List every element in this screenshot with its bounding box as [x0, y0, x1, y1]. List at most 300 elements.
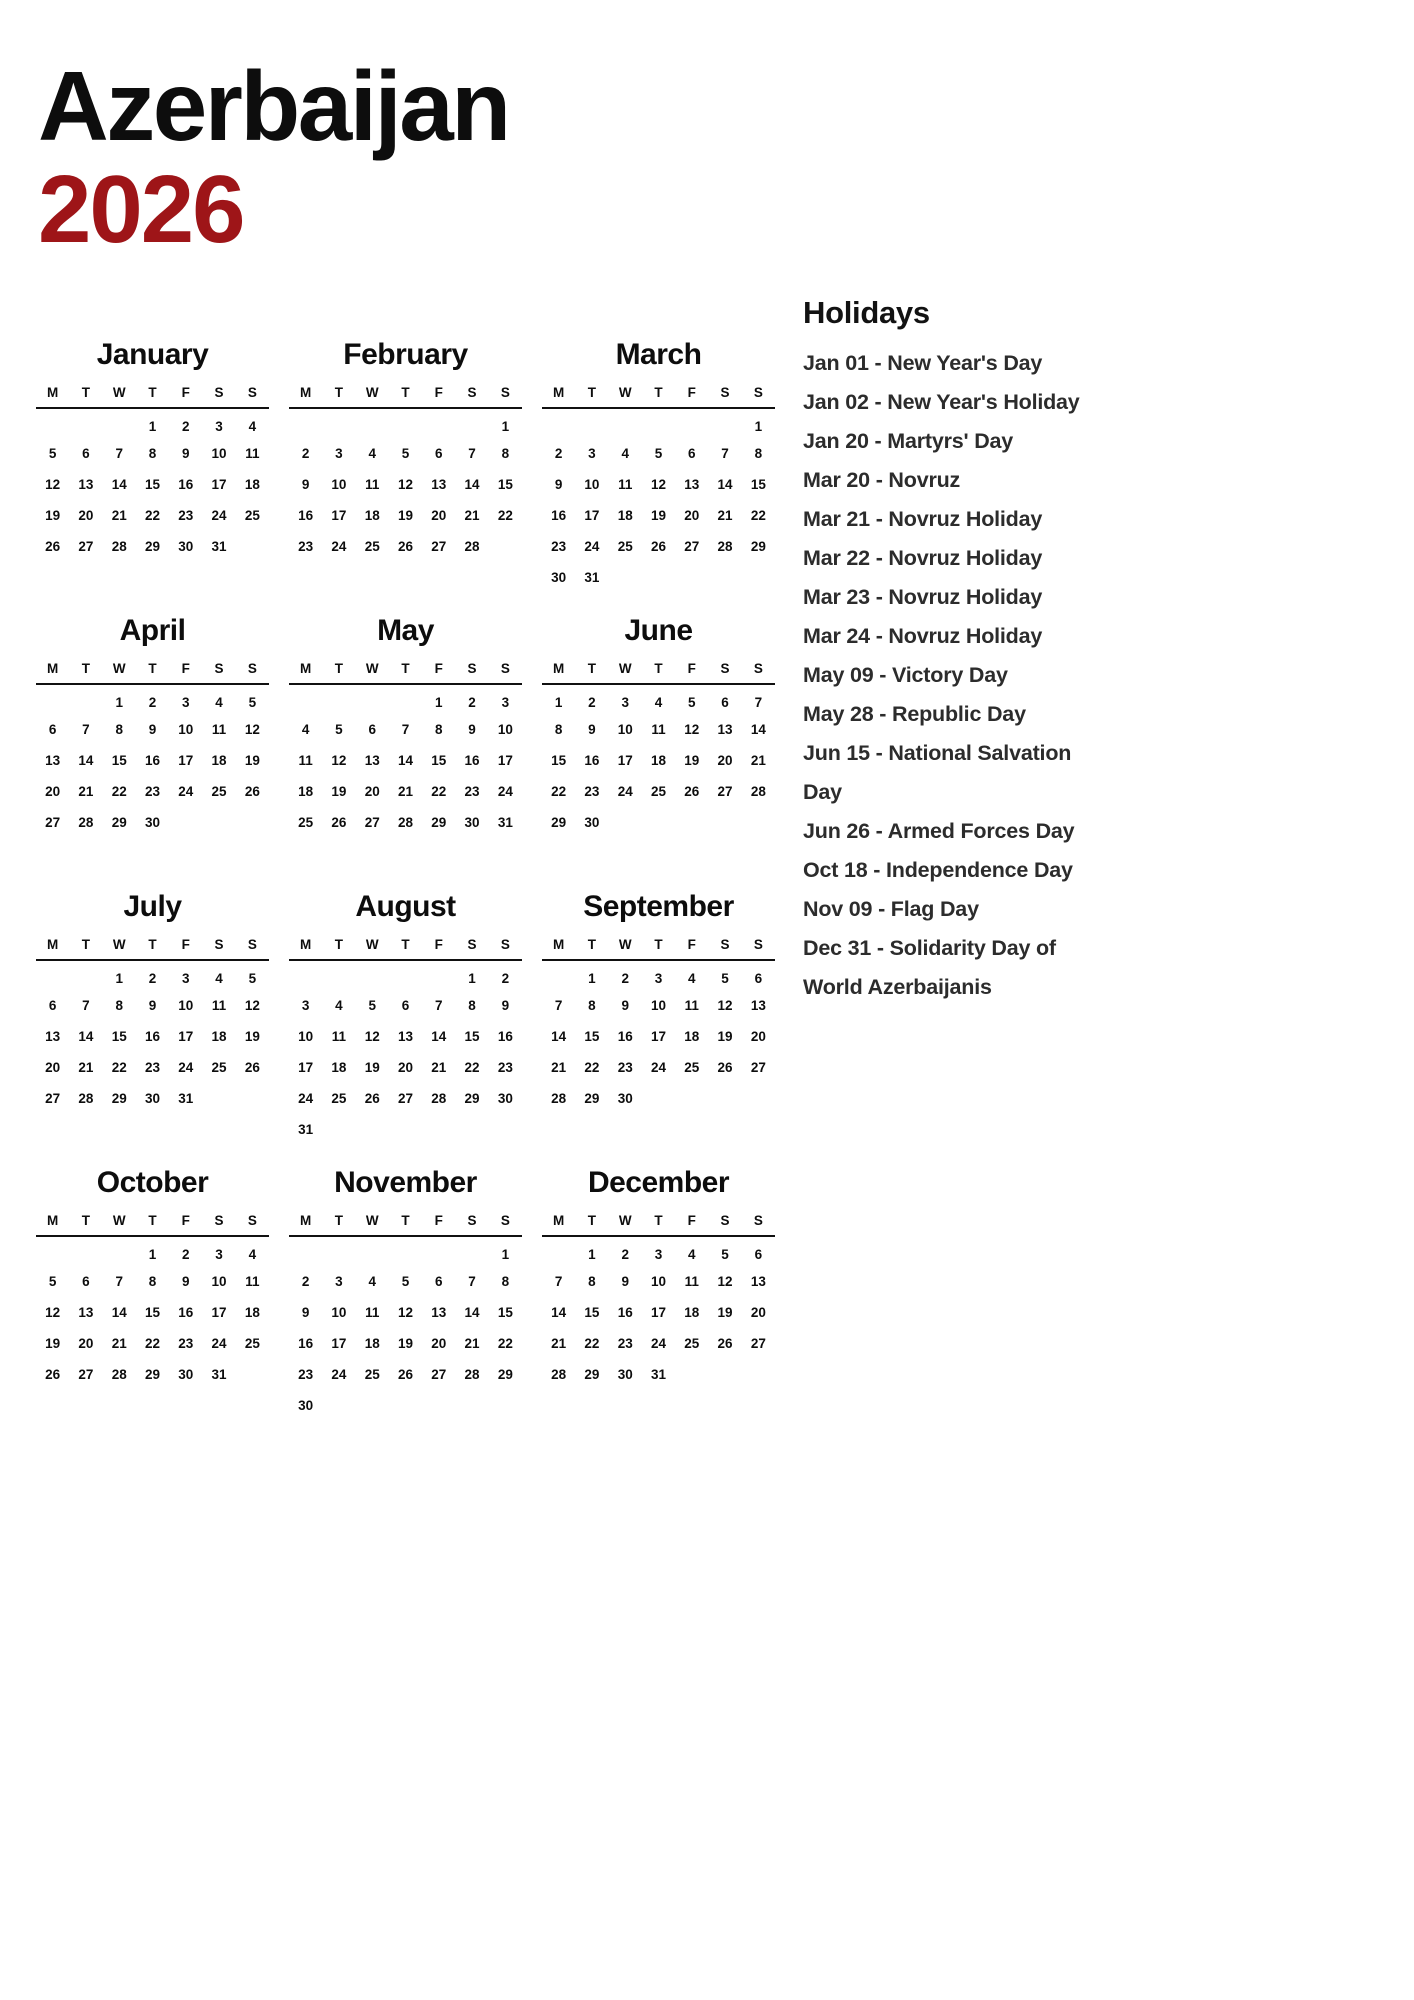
day-cell[interactable]: 21: [78, 784, 94, 800]
day-cell[interactable]: 13: [397, 1029, 413, 1045]
day-cell[interactable]: 25: [244, 1336, 260, 1352]
day-cell[interactable]: 19: [717, 1305, 733, 1321]
day-cell[interactable]: 23: [464, 784, 480, 800]
day-cell[interactable]: 8: [115, 722, 123, 738]
day-cell[interactable]: 21: [111, 1336, 127, 1352]
day-cell[interactable]: 1: [468, 970, 476, 986]
day-cell[interactable]: 28: [111, 539, 127, 555]
day-cell[interactable]: 14: [431, 1029, 447, 1045]
day-cell[interactable]: 19: [717, 1029, 733, 1045]
day-cell[interactable]: 27: [45, 815, 61, 831]
day-cell[interactable]: 29: [750, 539, 766, 555]
day-cell[interactable]: 18: [298, 784, 314, 800]
day-cell[interactable]: 1: [435, 694, 443, 710]
day-cell[interactable]: 24: [178, 784, 194, 800]
day-cell[interactable]: 25: [298, 815, 314, 831]
day-cell[interactable]: 29: [551, 815, 567, 831]
day-cell[interactable]: 17: [178, 1029, 194, 1045]
day-cell[interactable]: 28: [750, 784, 766, 800]
day-cell[interactable]: 8: [435, 722, 443, 738]
day-cell[interactable]: 28: [397, 815, 413, 831]
day-cell[interactable]: 1: [148, 418, 157, 434]
day-cell[interactable]: 3: [654, 970, 663, 986]
day-cell[interactable]: 2: [148, 694, 157, 710]
day-cell[interactable]: 16: [584, 753, 600, 769]
day-cell[interactable]: 15: [551, 753, 567, 769]
day-cell[interactable]: 7: [468, 1274, 476, 1290]
day-cell[interactable]: 31: [650, 1367, 666, 1383]
day-cell[interactable]: 17: [650, 1305, 666, 1321]
day-cell[interactable]: 3: [182, 694, 190, 710]
day-cell[interactable]: 19: [684, 753, 700, 769]
day-cell[interactable]: 15: [497, 1305, 513, 1321]
day-cell[interactable]: 27: [397, 1091, 413, 1107]
day-cell[interactable]: 16: [617, 1029, 633, 1045]
day-cell[interactable]: 30: [144, 1091, 160, 1107]
day-cell[interactable]: 9: [621, 998, 629, 1014]
day-cell[interactable]: 2: [301, 446, 310, 462]
day-cell[interactable]: 29: [584, 1367, 600, 1383]
day-cell[interactable]: 13: [431, 1305, 447, 1321]
day-cell[interactable]: 3: [335, 446, 343, 462]
day-cell[interactable]: 18: [211, 753, 227, 769]
day-cell[interactable]: 5: [401, 1274, 410, 1290]
day-cell[interactable]: 26: [331, 815, 347, 831]
day-cell[interactable]: 8: [554, 722, 563, 738]
day-cell[interactable]: 10: [331, 477, 347, 493]
day-cell[interactable]: 24: [178, 1060, 194, 1076]
day-cell[interactable]: 14: [111, 477, 127, 493]
day-cell[interactable]: 22: [750, 508, 766, 524]
day-cell[interactable]: 3: [588, 446, 596, 462]
day-cell[interactable]: 25: [211, 1060, 227, 1076]
day-cell[interactable]: 29: [111, 815, 127, 831]
day-cell[interactable]: 1: [501, 418, 510, 434]
day-cell[interactable]: 15: [144, 477, 160, 493]
day-cell[interactable]: 12: [650, 477, 666, 493]
day-cell[interactable]: 15: [584, 1305, 600, 1321]
day-cell[interactable]: 6: [688, 446, 696, 462]
day-cell[interactable]: 23: [144, 784, 160, 800]
day-cell[interactable]: 13: [78, 477, 94, 493]
day-cell[interactable]: 26: [45, 1367, 61, 1383]
day-cell[interactable]: 22: [551, 784, 567, 800]
day-cell[interactable]: 15: [464, 1029, 480, 1045]
day-cell[interactable]: 7: [554, 998, 563, 1014]
day-cell[interactable]: 6: [721, 694, 729, 710]
day-cell[interactable]: 4: [688, 1246, 696, 1262]
day-cell[interactable]: 1: [588, 970, 596, 986]
day-cell[interactable]: 12: [717, 1274, 733, 1290]
day-cell[interactable]: 29: [144, 539, 160, 555]
day-cell[interactable]: 24: [331, 1367, 347, 1383]
day-cell[interactable]: 28: [464, 539, 480, 555]
day-cell[interactable]: 26: [717, 1060, 733, 1076]
day-cell[interactable]: 7: [82, 722, 90, 738]
day-cell[interactable]: 10: [617, 722, 633, 738]
day-cell[interactable]: 11: [245, 446, 260, 462]
day-cell[interactable]: 22: [497, 1336, 513, 1352]
day-cell[interactable]: 30: [464, 815, 480, 831]
day-cell[interactable]: 26: [650, 539, 666, 555]
day-cell[interactable]: 14: [78, 1029, 94, 1045]
day-cell[interactable]: 15: [431, 753, 447, 769]
day-cell[interactable]: 5: [721, 970, 729, 986]
day-cell[interactable]: 17: [178, 753, 194, 769]
day-cell[interactable]: 16: [144, 753, 160, 769]
day-cell[interactable]: 18: [244, 477, 260, 493]
day-cell[interactable]: 18: [364, 508, 380, 524]
day-cell[interactable]: 30: [144, 815, 160, 831]
day-cell[interactable]: 16: [178, 477, 194, 493]
day-cell[interactable]: 15: [111, 1029, 127, 1045]
day-cell[interactable]: 24: [331, 539, 347, 555]
day-cell[interactable]: 21: [464, 508, 480, 524]
day-cell[interactable]: 14: [750, 722, 766, 738]
day-cell[interactable]: 19: [397, 1336, 413, 1352]
day-cell[interactable]: 28: [551, 1091, 567, 1107]
day-cell[interactable]: 2: [182, 1246, 190, 1262]
day-cell[interactable]: 13: [684, 477, 700, 493]
day-cell[interactable]: 8: [468, 998, 476, 1014]
day-cell[interactable]: 1: [115, 970, 123, 986]
day-cell[interactable]: 25: [617, 539, 633, 555]
day-cell[interactable]: 3: [501, 694, 510, 710]
day-cell[interactable]: 29: [111, 1091, 127, 1107]
day-cell[interactable]: 27: [78, 1367, 94, 1383]
day-cell[interactable]: 11: [331, 1029, 347, 1045]
day-cell[interactable]: 24: [650, 1060, 666, 1076]
day-cell[interactable]: 7: [115, 446, 123, 462]
day-cell[interactable]: 4: [248, 1246, 257, 1262]
day-cell[interactable]: 22: [144, 1336, 160, 1352]
day-cell[interactable]: 11: [245, 1274, 260, 1290]
day-cell[interactable]: 15: [111, 753, 127, 769]
day-cell[interactable]: 18: [364, 1336, 380, 1352]
day-cell[interactable]: 20: [78, 1336, 94, 1352]
day-cell[interactable]: 1: [148, 1246, 157, 1262]
day-cell[interactable]: 25: [650, 784, 666, 800]
day-cell[interactable]: 12: [331, 753, 347, 769]
day-cell[interactable]: 9: [588, 722, 596, 738]
day-cell[interactable]: 29: [464, 1091, 480, 1107]
day-cell[interactable]: 8: [754, 446, 763, 462]
day-cell[interactable]: 27: [431, 1367, 447, 1383]
day-cell[interactable]: 21: [111, 508, 127, 524]
day-cell[interactable]: 1: [588, 1246, 596, 1262]
day-cell[interactable]: 12: [45, 477, 61, 493]
day-cell[interactable]: 6: [401, 998, 410, 1014]
day-cell[interactable]: 30: [617, 1091, 633, 1107]
day-cell[interactable]: 29: [584, 1091, 600, 1107]
day-cell[interactable]: 20: [750, 1305, 766, 1321]
day-cell[interactable]: 15: [584, 1029, 600, 1045]
day-cell[interactable]: 10: [331, 1305, 347, 1321]
day-cell[interactable]: 1: [754, 418, 763, 434]
day-cell[interactable]: 5: [248, 694, 257, 710]
day-cell[interactable]: 8: [501, 446, 510, 462]
day-cell[interactable]: 20: [750, 1029, 766, 1045]
day-cell[interactable]: 4: [688, 970, 696, 986]
day-cell[interactable]: 20: [684, 508, 700, 524]
day-cell[interactable]: 17: [298, 1060, 314, 1076]
day-cell[interactable]: 17: [211, 1305, 227, 1321]
day-cell[interactable]: 4: [368, 446, 376, 462]
day-cell[interactable]: 20: [45, 1060, 61, 1076]
day-cell[interactable]: 25: [331, 1091, 347, 1107]
day-cell[interactable]: 1: [115, 694, 123, 710]
day-cell[interactable]: 27: [750, 1336, 766, 1352]
day-cell[interactable]: 17: [331, 1336, 347, 1352]
day-cell[interactable]: 22: [464, 1060, 480, 1076]
day-cell[interactable]: 24: [497, 784, 513, 800]
day-cell[interactable]: 5: [368, 998, 376, 1014]
day-cell[interactable]: 7: [82, 998, 90, 1014]
day-cell[interactable]: 24: [211, 1336, 227, 1352]
day-cell[interactable]: 18: [211, 1029, 227, 1045]
day-cell[interactable]: 5: [688, 694, 696, 710]
day-cell[interactable]: 9: [148, 722, 157, 738]
day-cell[interactable]: 14: [397, 753, 413, 769]
day-cell[interactable]: 4: [248, 418, 257, 434]
day-cell[interactable]: 19: [650, 508, 666, 524]
day-cell[interactable]: 7: [435, 998, 443, 1014]
day-cell[interactable]: 10: [497, 722, 513, 738]
day-cell[interactable]: 15: [750, 477, 766, 493]
day-cell[interactable]: 20: [78, 508, 94, 524]
day-cell[interactable]: 2: [588, 694, 596, 710]
day-cell[interactable]: 6: [368, 722, 376, 738]
day-cell[interactable]: 30: [178, 1367, 194, 1383]
day-cell[interactable]: 22: [431, 784, 447, 800]
day-cell[interactable]: 18: [617, 508, 633, 524]
day-cell[interactable]: 6: [48, 722, 57, 738]
day-cell[interactable]: 11: [211, 722, 227, 738]
day-cell[interactable]: 23: [617, 1336, 633, 1352]
day-cell[interactable]: 13: [45, 753, 61, 769]
day-cell[interactable]: 5: [248, 970, 257, 986]
day-cell[interactable]: 11: [365, 477, 380, 493]
day-cell[interactable]: 17: [211, 477, 227, 493]
day-cell[interactable]: 1: [501, 1246, 510, 1262]
day-cell[interactable]: 28: [717, 539, 733, 555]
day-cell[interactable]: 22: [584, 1060, 600, 1076]
day-cell[interactable]: 31: [298, 1122, 314, 1138]
day-cell[interactable]: 26: [397, 1367, 413, 1383]
day-cell[interactable]: 6: [48, 998, 57, 1014]
day-cell[interactable]: 25: [684, 1336, 700, 1352]
day-cell[interactable]: 15: [144, 1305, 160, 1321]
day-cell[interactable]: 9: [148, 998, 157, 1014]
day-cell[interactable]: 2: [554, 446, 563, 462]
day-cell[interactable]: 27: [750, 1060, 766, 1076]
day-cell[interactable]: 10: [178, 722, 194, 738]
day-cell[interactable]: 17: [617, 753, 633, 769]
day-cell[interactable]: 2: [468, 694, 476, 710]
day-cell[interactable]: 30: [617, 1367, 633, 1383]
day-cell[interactable]: 4: [654, 694, 663, 710]
day-cell[interactable]: 11: [684, 998, 699, 1014]
day-cell[interactable]: 19: [331, 784, 347, 800]
day-cell[interactable]: 24: [617, 784, 633, 800]
day-cell[interactable]: 27: [431, 539, 447, 555]
day-cell[interactable]: 6: [435, 1274, 443, 1290]
day-cell[interactable]: 19: [45, 508, 61, 524]
day-cell[interactable]: 8: [501, 1274, 510, 1290]
day-cell[interactable]: 30: [584, 815, 600, 831]
day-cell[interactable]: 28: [551, 1367, 567, 1383]
day-cell[interactable]: 19: [244, 753, 260, 769]
day-cell[interactable]: 27: [717, 784, 733, 800]
day-cell[interactable]: 23: [144, 1060, 160, 1076]
day-cell[interactable]: 16: [144, 1029, 160, 1045]
day-cell[interactable]: 5: [335, 722, 343, 738]
day-cell[interactable]: 10: [298, 1029, 314, 1045]
day-cell[interactable]: 17: [331, 508, 347, 524]
day-cell[interactable]: 2: [301, 1274, 310, 1290]
day-cell[interactable]: 12: [397, 1305, 413, 1321]
day-cell[interactable]: 23: [617, 1060, 633, 1076]
day-cell[interactable]: 9: [468, 722, 476, 738]
day-cell[interactable]: 26: [717, 1336, 733, 1352]
day-cell[interactable]: 12: [45, 1305, 61, 1321]
day-cell[interactable]: 22: [497, 508, 513, 524]
day-cell[interactable]: 11: [211, 998, 227, 1014]
day-cell[interactable]: 18: [331, 1060, 347, 1076]
day-cell[interactable]: 26: [244, 1060, 260, 1076]
day-cell[interactable]: 16: [298, 508, 314, 524]
day-cell[interactable]: 13: [78, 1305, 94, 1321]
day-cell[interactable]: 26: [397, 539, 413, 555]
day-cell[interactable]: 7: [554, 1274, 563, 1290]
day-cell[interactable]: 5: [48, 1274, 57, 1290]
day-cell[interactable]: 13: [750, 998, 766, 1014]
day-cell[interactable]: 18: [684, 1305, 700, 1321]
day-cell[interactable]: 10: [211, 446, 227, 462]
day-cell[interactable]: 3: [335, 1274, 343, 1290]
day-cell[interactable]: 10: [584, 477, 600, 493]
day-cell[interactable]: 11: [651, 722, 666, 738]
day-cell[interactable]: 7: [115, 1274, 123, 1290]
day-cell[interactable]: 24: [584, 539, 600, 555]
day-cell[interactable]: 18: [684, 1029, 700, 1045]
day-cell[interactable]: 20: [431, 1336, 447, 1352]
day-cell[interactable]: 22: [584, 1336, 600, 1352]
day-cell[interactable]: 4: [301, 722, 310, 738]
day-cell[interactable]: 22: [111, 784, 127, 800]
day-cell[interactable]: 12: [364, 1029, 380, 1045]
day-cell[interactable]: 18: [650, 753, 666, 769]
day-cell[interactable]: 13: [431, 477, 447, 493]
day-cell[interactable]: 25: [244, 508, 260, 524]
day-cell[interactable]: 20: [45, 784, 61, 800]
day-cell[interactable]: 2: [621, 1246, 629, 1262]
day-cell[interactable]: 13: [45, 1029, 61, 1045]
day-cell[interactable]: 23: [298, 1367, 314, 1383]
day-cell[interactable]: 16: [298, 1336, 314, 1352]
day-cell[interactable]: 7: [401, 722, 410, 738]
day-cell[interactable]: 5: [48, 446, 57, 462]
day-cell[interactable]: 25: [364, 539, 380, 555]
day-cell[interactable]: 9: [621, 1274, 629, 1290]
day-cell[interactable]: 7: [468, 446, 476, 462]
day-cell[interactable]: 19: [364, 1060, 380, 1076]
day-cell[interactable]: 17: [584, 508, 600, 524]
day-cell[interactable]: 4: [621, 446, 629, 462]
day-cell[interactable]: 23: [178, 508, 194, 524]
day-cell[interactable]: 12: [684, 722, 700, 738]
day-cell[interactable]: 6: [82, 1274, 90, 1290]
day-cell[interactable]: 10: [211, 1274, 227, 1290]
day-cell[interactable]: 14: [78, 753, 94, 769]
day-cell[interactable]: 17: [650, 1029, 666, 1045]
day-cell[interactable]: 6: [435, 446, 443, 462]
day-cell[interactable]: 11: [618, 477, 633, 493]
day-cell[interactable]: 16: [464, 753, 480, 769]
day-cell[interactable]: 28: [78, 815, 94, 831]
day-cell[interactable]: 29: [497, 1367, 513, 1383]
day-cell[interactable]: 9: [182, 1274, 190, 1290]
day-cell[interactable]: 29: [144, 1367, 160, 1383]
day-cell[interactable]: 13: [717, 722, 733, 738]
day-cell[interactable]: 21: [431, 1060, 447, 1076]
day-cell[interactable]: 4: [215, 694, 223, 710]
day-cell[interactable]: 14: [111, 1305, 127, 1321]
day-cell[interactable]: 3: [182, 970, 190, 986]
day-cell[interactable]: 8: [115, 998, 123, 1014]
day-cell[interactable]: 25: [211, 784, 227, 800]
day-cell[interactable]: 28: [78, 1091, 94, 1107]
day-cell[interactable]: 19: [397, 508, 413, 524]
day-cell[interactable]: 27: [45, 1091, 61, 1107]
day-cell[interactable]: 9: [182, 446, 190, 462]
day-cell[interactable]: 16: [617, 1305, 633, 1321]
day-cell[interactable]: 21: [551, 1060, 567, 1076]
day-cell[interactable]: 10: [650, 998, 666, 1014]
day-cell[interactable]: 27: [684, 539, 700, 555]
day-cell[interactable]: 2: [621, 970, 629, 986]
day-cell[interactable]: 12: [717, 998, 733, 1014]
day-cell[interactable]: 31: [497, 815, 513, 831]
day-cell[interactable]: 31: [211, 539, 227, 555]
day-cell[interactable]: 9: [501, 998, 510, 1014]
day-cell[interactable]: 28: [431, 1091, 447, 1107]
day-cell[interactable]: 23: [497, 1060, 513, 1076]
day-cell[interactable]: 29: [431, 815, 447, 831]
day-cell[interactable]: 2: [182, 418, 190, 434]
day-cell[interactable]: 21: [78, 1060, 94, 1076]
day-cell[interactable]: 30: [551, 570, 567, 586]
day-cell[interactable]: 2: [501, 970, 510, 986]
day-cell[interactable]: 16: [551, 508, 567, 524]
day-cell[interactable]: 8: [588, 1274, 596, 1290]
day-cell[interactable]: 13: [750, 1274, 766, 1290]
day-cell[interactable]: 26: [684, 784, 700, 800]
day-cell[interactable]: 6: [754, 970, 763, 986]
day-cell[interactable]: 31: [211, 1367, 227, 1383]
day-cell[interactable]: 20: [364, 784, 380, 800]
day-cell[interactable]: 23: [178, 1336, 194, 1352]
day-cell[interactable]: 6: [754, 1246, 763, 1262]
day-cell[interactable]: 9: [301, 477, 310, 493]
day-cell[interactable]: 11: [365, 1305, 380, 1321]
day-cell[interactable]: 3: [215, 1246, 223, 1262]
day-cell[interactable]: 16: [178, 1305, 194, 1321]
day-cell[interactable]: 27: [78, 539, 94, 555]
day-cell[interactable]: 20: [717, 753, 733, 769]
day-cell[interactable]: 18: [244, 1305, 260, 1321]
day-cell[interactable]: 23: [551, 539, 567, 555]
